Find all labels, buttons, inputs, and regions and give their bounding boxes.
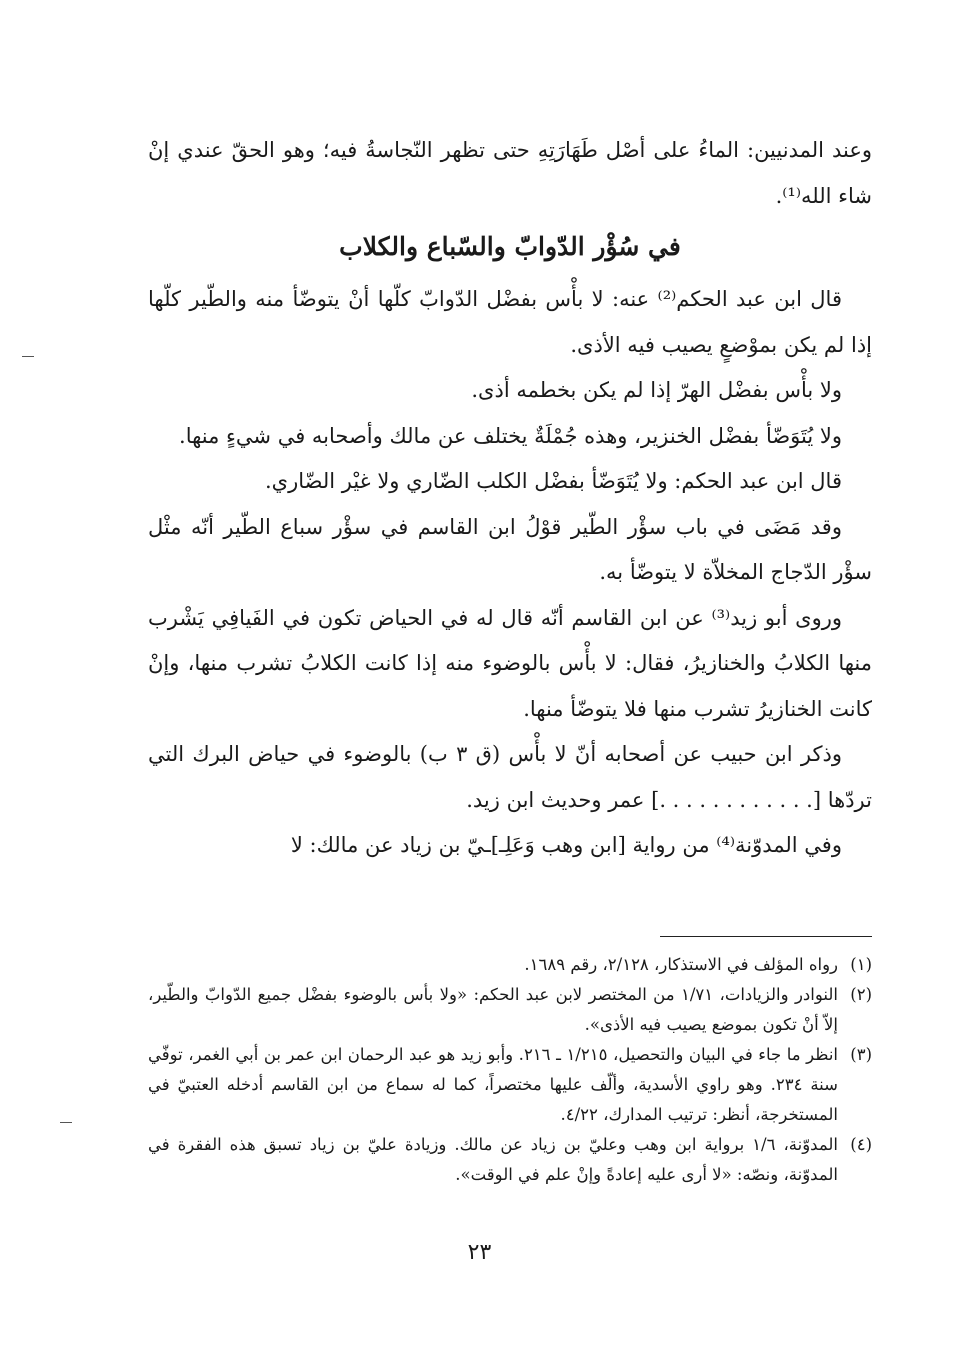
paragraph-5: وقد مَضَى في باب سؤْر الطّير قوْلُ ابن القاسم في سؤْر سباع الطّير أنّه مثْل سؤْر الدّجاج المخلاّة لا يتوضّأ به.	[148, 514, 872, 584]
footnote-text: النوادر والزيادات، ١/٧١ من المختصر لابن عبد الحكم: «ولا بأس بالوضوء بفضْل جميع الدّوابّ والطّير، إلاّ أنْ تكون بموضع يصيب فيه الأذى».	[148, 985, 838, 1034]
footnote-number: (٣)	[850, 1045, 872, 1064]
footnote-2	[148, 980, 872, 1040]
footnote-text: رواه المؤلف في الاستذكار، ٢/١٢٨، رقم ١٦٨٩.	[524, 955, 838, 974]
paragraph-2: ولا بأْس بفضْل الهرّ إذا لم يكن بخطمه أذى.	[471, 378, 842, 402]
footnote-number: (٤)	[850, 1135, 872, 1154]
paragraph-3: ولا يُتَوَضّأ بفضْل الخنزير، وهذه جُمْلَةٌ يختلف عن مالك وأصحابه في شيءٍ منها.	[179, 423, 842, 448]
paragraph-1: قال ابن عبد الحكم⁽²⁾ عنه: لا بأْس بفضْل الدّوابّ كلّها أنْ يتوضّأ منه والطّير كلّها إذا لم يكن بموْضعٍ يصيب فيه الأذى.	[148, 287, 872, 357]
intro-paragraph: وعند المدنيين: الماءُ على أصْل طَهَارَتِهِ حتى تظهر النّجاسةُ فيه؛ وهو الحقّ عندي إنْ شاء الله⁽¹⁾.	[148, 138, 872, 208]
footnote-number: (١)	[850, 955, 872, 974]
margin-tick-top	[22, 356, 34, 357]
paragraph-8: وفي المدوّنة⁽⁴⁾ من رواية [ابن وهب وَعَلِـ]ـيّ بن زياد عن مالك: لا	[290, 833, 842, 857]
footnotes	[148, 950, 872, 1190]
section-heading: في سُؤْر الدّوابّ والسّباع والكلاب	[339, 232, 681, 261]
page-number: ٢٣	[467, 1240, 492, 1265]
footnote-divider	[660, 936, 872, 937]
footnote-3	[148, 1040, 872, 1130]
main-text	[148, 128, 872, 869]
footnote-4	[148, 1130, 872, 1190]
paragraph-7: وذكر ابن حبيب عن أصحابه أنّ لا بأْس (ق ٣ ب) بالوضوء في حياض البرك التي تردّها [. . . . . . . . . . . .] عمر وحديث ابن زيد.	[148, 742, 872, 812]
paragraph-4: قال ابن عبد الحكم: ولا يُتَوَضّأ بفضْل الكلب الضّاري ولا غيْر الضّاري.	[264, 469, 842, 493]
footnote-text: المدوّنة، ١/٦ برواية ابن وهب وعليّ بن زياد عن مالك. وزيادة عليّ بن زياد تسبق هذه الفقرة في المدوّنة، ونصّه: «لا أرى عليه إعادةً وإنْ علم في الوقت».	[148, 1135, 838, 1184]
footnote-1	[148, 950, 872, 980]
footnote-text: انظر ما جاء في البيان والتحصيل، ١/٢١٥ ـ ٢١٦. وأبو زيد هو عبد الرحمان ابن عمر بن أبي الغمر، توفّي سنة ٢٣٤. وهو راوي الأسدية، وألّف عليها مختصراً، كما له سماع من ابن القاسم أدخله العتبيّ في المستخرجة، أنظر: ترتيب المدارك، ٤/٢٢.	[148, 1045, 838, 1124]
footnote-number: (٢)	[850, 985, 872, 1004]
margin-tick-bottom	[60, 1122, 72, 1123]
paragraph-6: وروى أبو زيد⁽³⁾ عن ابن القاسم أنّه قال له في الحياض تكون في الفَيافِي يَشْرب منها الكلابُ والخنازيرُ، فقال: لا بأْس بالوضوء منه إذا كانت الكلابُ تشرب منها، وإنْ كانت الخنازيرُ تشرب منها فلا يتوضّأ منها.	[148, 605, 872, 721]
